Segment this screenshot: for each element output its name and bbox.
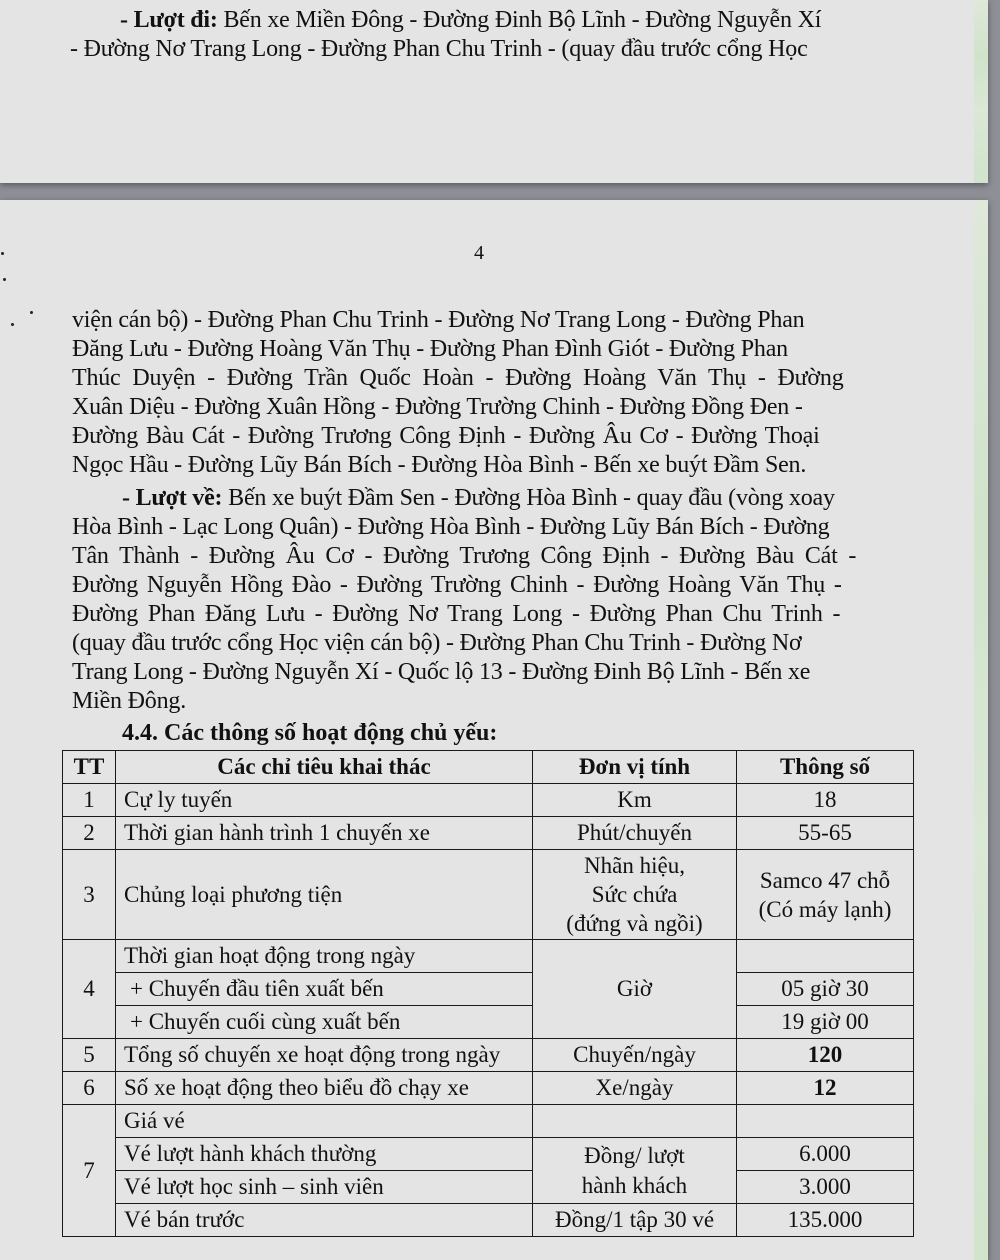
text-line: Xuân Diệu - Đường Xuân Hồng - Đường Trường Chinh - Đường Đồng Đen - bbox=[72, 394, 803, 420]
outbound-route-continued bbox=[72, 306, 844, 480]
table-row bbox=[63, 940, 914, 973]
cell-item: Giá vé bbox=[116, 1105, 533, 1138]
cell-unit bbox=[533, 1138, 737, 1204]
cell-tt: 4 bbox=[63, 940, 116, 1039]
header-indicator: Các chỉ tiêu khai thác bbox=[116, 751, 533, 784]
scan-speck bbox=[11, 323, 14, 326]
scan-speck bbox=[1, 252, 4, 255]
outbound-text-cont: - Đường Nơ Trang Long - Đường Phan Chu Trinh - (quay đầu trước cổng Học bbox=[70, 36, 808, 62]
cell-unit: Đồng/1 tập 30 vé bbox=[533, 1204, 737, 1237]
cell-value: 19 giờ 00 bbox=[737, 1006, 914, 1039]
value-line: Samco 47 chỗ bbox=[759, 867, 891, 893]
cell-value bbox=[737, 850, 914, 940]
return-label: - Lượt về: bbox=[122, 485, 223, 511]
text-line: Hòa Bình - Lạc Long Quân) - Đường Hòa Bình - Đường Lũy Bán Bích - Đường bbox=[72, 514, 830, 540]
table-subrow bbox=[63, 1006, 914, 1039]
cell-value: 135.000 bbox=[737, 1204, 914, 1237]
table-row bbox=[63, 817, 914, 850]
text-line: Ngọc Hầu - Đường Lũy Bán Bích - Đường Hòa Bình - Bến xe buýt Đầm Sen. bbox=[72, 452, 807, 478]
table-row bbox=[63, 1072, 914, 1105]
cell-value: 6.000 bbox=[737, 1138, 914, 1171]
table-subrow bbox=[63, 973, 914, 1006]
text-line: Miền Đông. bbox=[72, 688, 186, 714]
header-tt: TT bbox=[63, 751, 116, 784]
cell-unit: Xe/ngày bbox=[533, 1072, 737, 1105]
unit-line: Đồng/ lượt bbox=[584, 1142, 685, 1168]
return-text: Bến xe buýt Đầm Sen - Đường Hòa Bình - quay đầu (vòng xoay bbox=[222, 485, 835, 511]
text-line: Đường Bàu Cát - Đường Trương Công Định - Đường Âu Cơ - Đường Thoại bbox=[72, 423, 820, 449]
text-line: Đường Nguyễn Hồng Đào - Đường Trường Chinh - Đường Hoàng Văn Thụ - bbox=[72, 572, 842, 598]
cell-unit: Giờ bbox=[533, 940, 737, 1039]
cell-value: 3.000 bbox=[737, 1171, 914, 1204]
table-subrow bbox=[63, 1171, 914, 1204]
table-subrow bbox=[63, 1138, 914, 1171]
page-edge-tint bbox=[974, 0, 988, 183]
operating-parameters-table bbox=[62, 750, 914, 1237]
text-line: Tân Thành - Đường Âu Cơ - Đường Trương Công Định - Đường Bàu Cát - bbox=[72, 543, 857, 569]
cell-unit: Km bbox=[533, 784, 737, 817]
previous-page bbox=[0, 0, 988, 183]
cell-value bbox=[737, 940, 914, 973]
text-line: Trang Long - Đường Nguyễn Xí - Quốc lộ 13 - Đường Đinh Bộ Lĩnh - Bến xe bbox=[72, 659, 811, 685]
scan-speck bbox=[3, 278, 6, 281]
unit-line: Nhãn hiệu, bbox=[584, 853, 685, 878]
table-subrow bbox=[63, 1204, 914, 1237]
scan-speck bbox=[30, 311, 33, 314]
outbound-label: - Lượt đi: bbox=[120, 7, 218, 33]
table-row bbox=[63, 1039, 914, 1072]
cell-item: Vé lượt hành khách thường bbox=[116, 1138, 533, 1171]
return-route-line-1 bbox=[122, 484, 835, 513]
cell-tt: 7 bbox=[63, 1105, 116, 1237]
cell-item: Chủng loại phương tiện bbox=[116, 850, 533, 940]
cell-item: Cự ly tuyến bbox=[116, 784, 533, 817]
cell-value: 120 bbox=[737, 1039, 914, 1072]
table-row bbox=[63, 850, 914, 940]
header-unit: Đơn vị tính bbox=[533, 751, 737, 784]
value-line: (Có máy lạnh) bbox=[758, 896, 892, 922]
cell-tt: 6 bbox=[63, 1072, 116, 1105]
cell-item: Thời gian hành trình 1 chuyến xe bbox=[116, 817, 533, 850]
header-value: Thông số bbox=[737, 751, 914, 784]
cell-unit: Phút/chuyến bbox=[533, 817, 737, 850]
cell-item: Tổng số chuyến xe hoạt động trong ngày bbox=[116, 1039, 533, 1072]
table-row bbox=[63, 784, 914, 817]
cell-item: + Chuyến đầu tiên xuất bến bbox=[116, 973, 533, 1006]
cell-item: Vé bán trước bbox=[116, 1204, 533, 1237]
page-number: 4 bbox=[474, 242, 484, 264]
text-line: (quay đầu trước cổng Học viện cán bộ) - Đường Phan Chu Trinh - Đường Nơ bbox=[72, 630, 802, 656]
cell-unit bbox=[533, 1105, 737, 1138]
text-line: Đường Phan Đăng Lưu - Đường Nơ Trang Long - Đường Phan Chu Trinh - bbox=[72, 601, 841, 627]
table-row bbox=[63, 1105, 914, 1138]
cell-item: Vé lượt học sinh – sinh viên bbox=[116, 1171, 533, 1204]
text-line: Đăng Lưu - Đường Hoàng Văn Thụ - Đường Phan Đình Giót - Đường Phan bbox=[72, 336, 788, 362]
cell-tt: 5 bbox=[63, 1039, 116, 1072]
cell-unit bbox=[533, 850, 737, 940]
return-route-continued bbox=[72, 513, 856, 716]
outbound-route-line-2 bbox=[70, 35, 808, 64]
text-line: Thúc Duyện - Đường Trần Quốc Hoàn - Đường Hoàng Văn Thụ - Đường bbox=[72, 365, 844, 391]
text-line: viện cán bộ) - Đường Phan Chu Trinh - Đường Nơ Trang Long - Đường Phan bbox=[72, 307, 805, 333]
cell-value bbox=[737, 1105, 914, 1138]
cell-unit: Chuyến/ngày bbox=[533, 1039, 737, 1072]
outbound-route-line-1 bbox=[120, 6, 821, 35]
cell-tt: 2 bbox=[63, 817, 116, 850]
cell-item: + Chuyến cuối cùng xuất bến bbox=[116, 1006, 533, 1039]
cell-tt: 3 bbox=[63, 850, 116, 940]
outbound-text: Bến xe Miền Đông - Đường Đinh Bộ Lĩnh - Đường Nguyễn Xí bbox=[217, 7, 822, 33]
cell-value: 12 bbox=[737, 1072, 914, 1105]
table-header-row bbox=[63, 751, 914, 784]
cell-item: Thời gian hoạt động trong ngày bbox=[116, 940, 533, 973]
cell-value: 55-65 bbox=[737, 817, 914, 850]
page-edge-tint bbox=[974, 200, 988, 1260]
unit-line: (đứng và ngồi) bbox=[566, 911, 703, 936]
unit-line: hành khách bbox=[581, 1172, 688, 1198]
cell-item: Số xe hoạt động theo biểu đồ chạy xe bbox=[116, 1072, 533, 1105]
section-title: 4.4. Các thông số hoạt động chủ yếu: bbox=[122, 720, 498, 746]
unit-line: Sức chứa bbox=[591, 882, 678, 907]
cell-tt: 1 bbox=[63, 784, 116, 817]
cell-value: 18 bbox=[737, 784, 914, 817]
cell-value: 05 giờ 30 bbox=[737, 973, 914, 1006]
